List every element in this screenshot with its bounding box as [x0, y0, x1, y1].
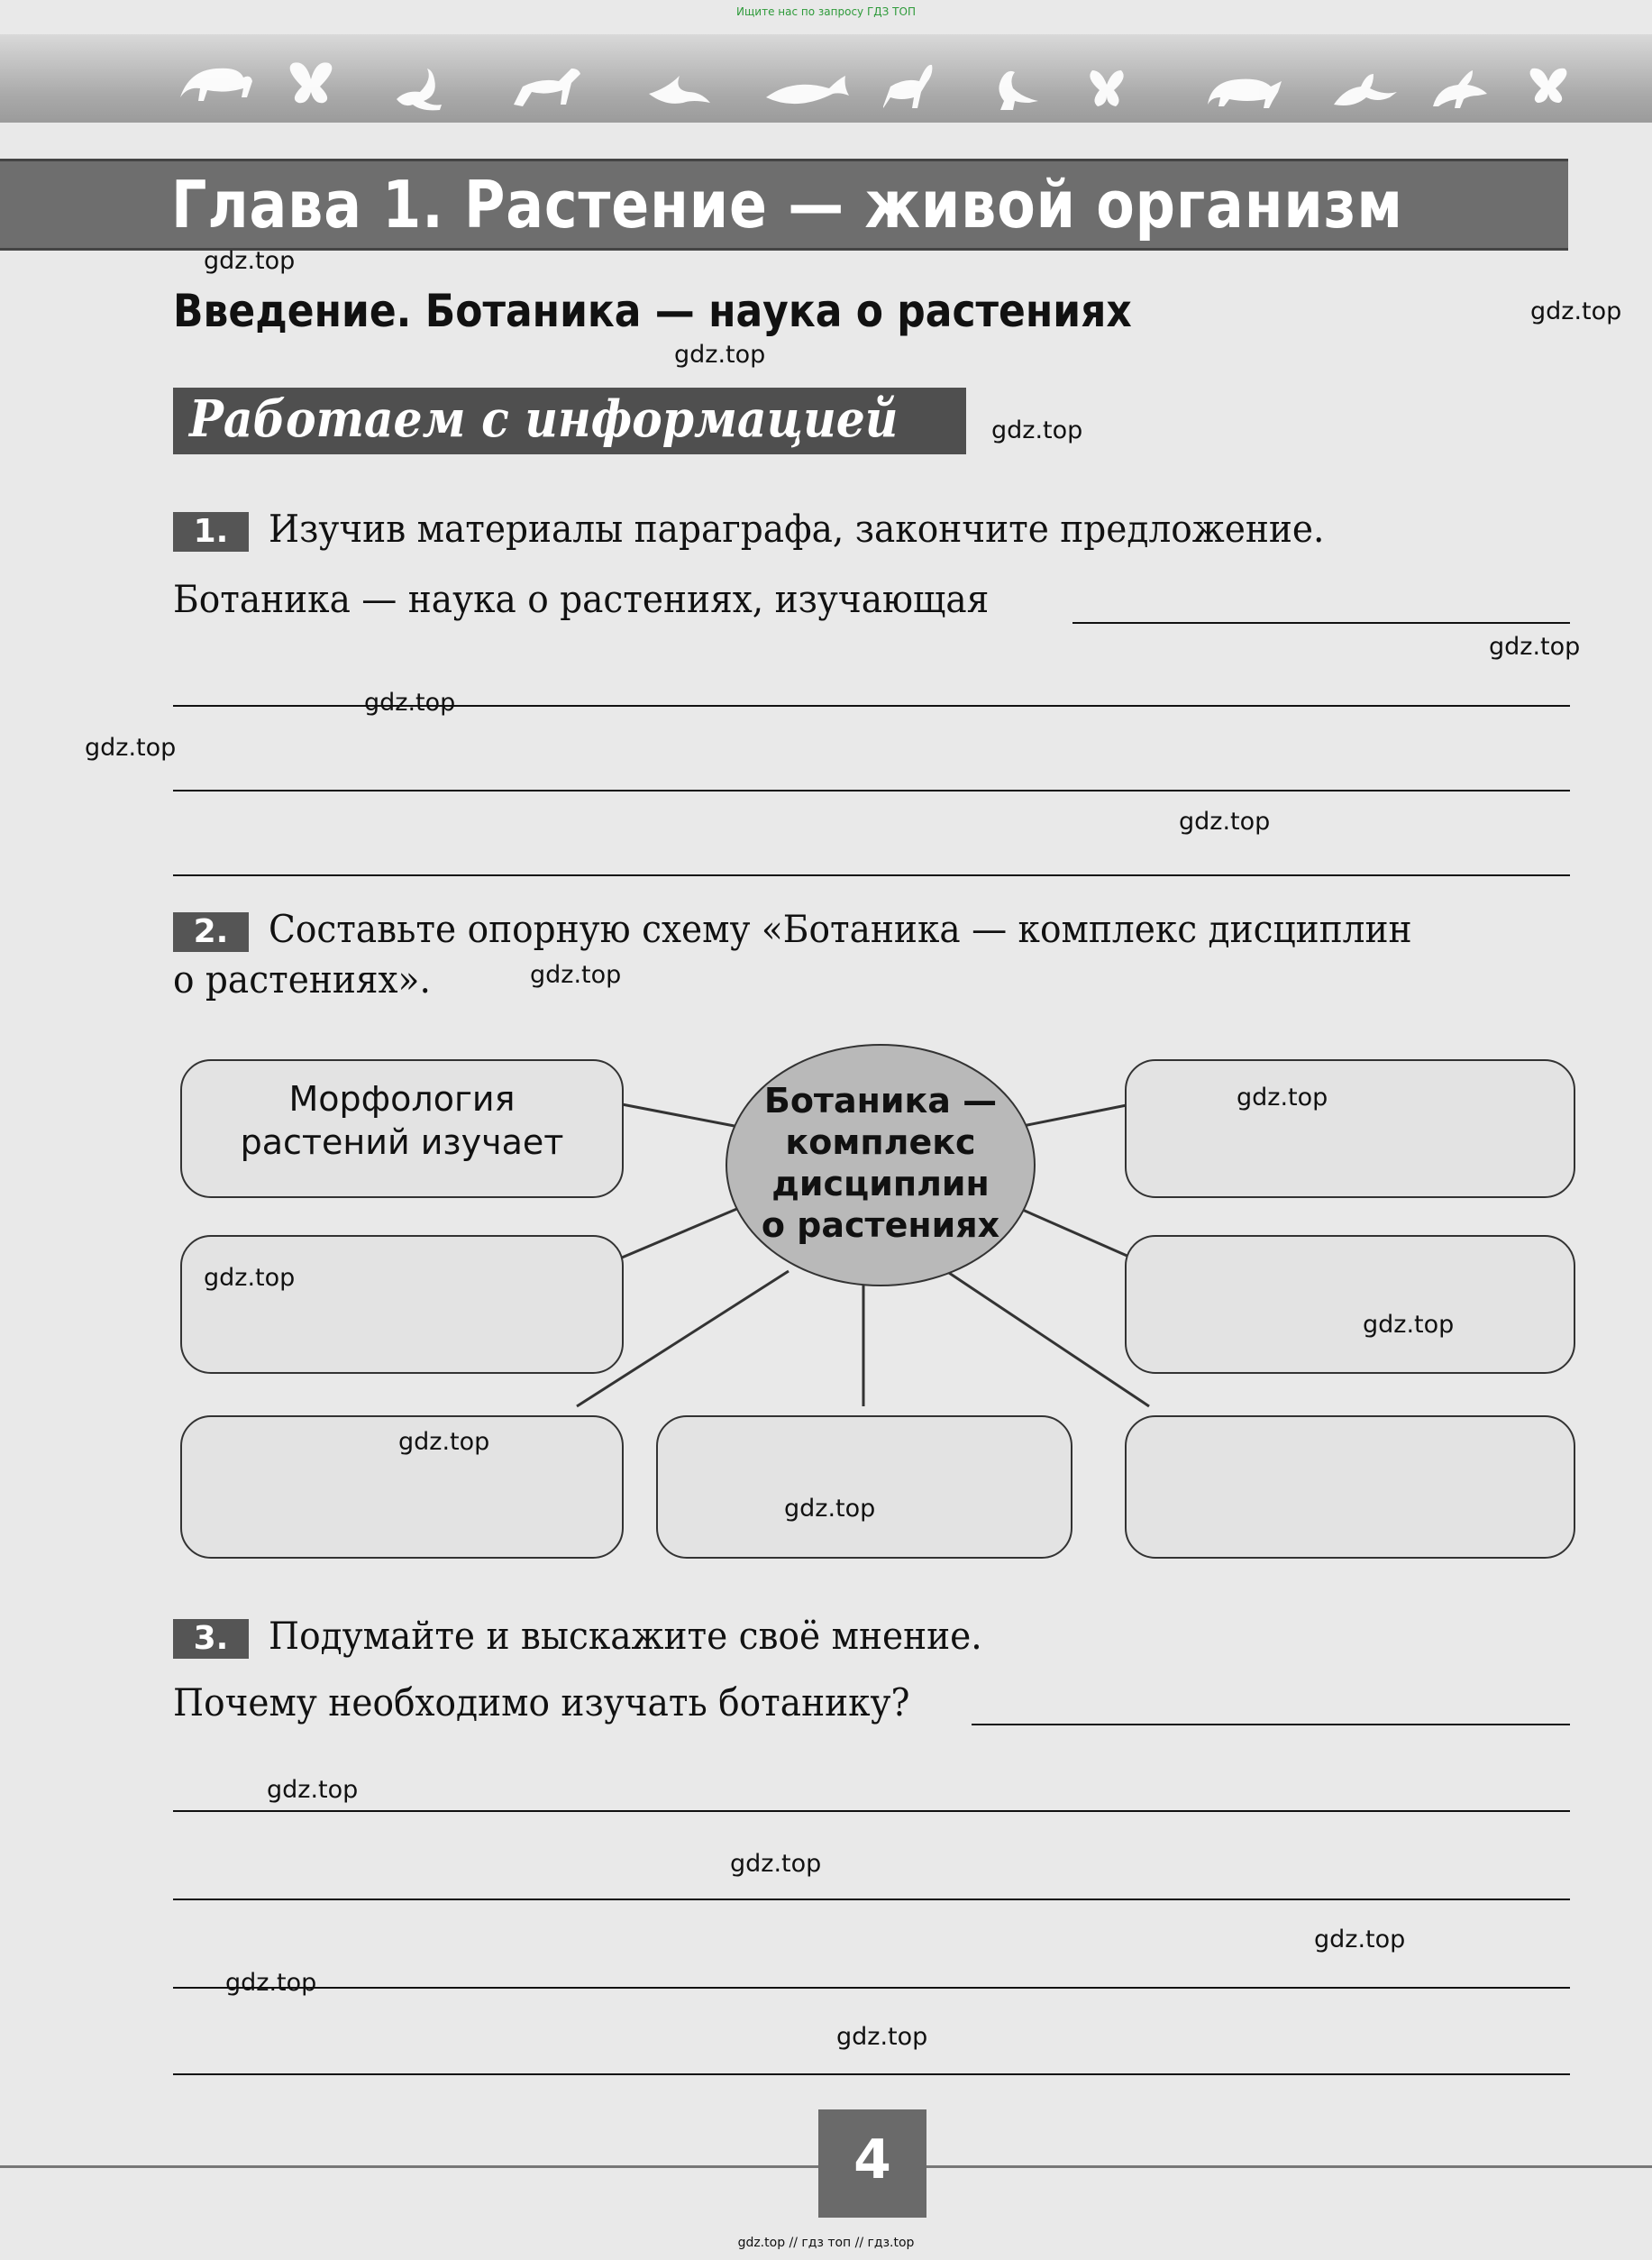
section-banner-label: Работаем с информацией — [189, 389, 899, 449]
chapter-title: Глава 1. Растение — живой организм — [171, 167, 1403, 242]
task-1-text: Изучив материалы параграфа, закончите предложение. — [269, 507, 1325, 551]
task-3-answer-line-2[interactable] — [173, 1810, 1570, 1812]
diagram-box-empty-7[interactable] — [1125, 1415, 1575, 1559]
watermark: gdz.top — [1314, 1926, 1406, 1953]
task-3-number: 3. — [173, 1619, 249, 1659]
watermark: gdz.top — [1179, 808, 1271, 836]
page-number: 4 — [818, 2109, 926, 2218]
watermark: gdz.top — [1530, 297, 1622, 325]
watermark: gdz.top — [398, 1428, 490, 1456]
watermark: gdz.top — [1489, 633, 1581, 661]
diagram-box-empty-2[interactable] — [180, 1235, 624, 1374]
header-note: Ищите нас по запросу ГДЗ ТОП — [736, 5, 916, 18]
task-3-answer-line-3[interactable] — [173, 1899, 1570, 1900]
task-1-number: 1. — [173, 512, 249, 552]
watermark: gdz.top — [85, 734, 177, 762]
task-3-prompt: Почему необходимо изучать ботанику? — [173, 1680, 910, 1725]
task-3-answer-line-4[interactable] — [173, 1987, 1570, 1989]
task-2-text-line-2: о растениях». — [173, 957, 431, 1002]
task-2-text-line-1: Составьте опорную схему «Ботаника — комплекс дисциплин — [269, 907, 1412, 951]
intro-heading: Введение. Ботаника — наука о растениях — [173, 285, 1132, 337]
watermark: gdz.top — [267, 1776, 359, 1804]
diagram-center-oval — [726, 1044, 1036, 1286]
watermark: gdz.top — [991, 416, 1083, 444]
watermark: gdz.top — [730, 1850, 822, 1878]
diagram-center-line-4: о растениях — [761, 1205, 1000, 1245]
watermark: gdz.top — [836, 2023, 928, 2051]
footer-text: gdz.top // гдз топ // гдз.top — [737, 2236, 915, 2250]
diagram-box-empty-5[interactable] — [1125, 1059, 1575, 1198]
diagram-box-1-line-2: растений изучает — [240, 1122, 564, 1162]
diagram-center-line-3: дисциплин — [771, 1164, 990, 1203]
watermark: gdz.top — [204, 1264, 296, 1292]
watermark: gdz.top — [225, 1969, 317, 1997]
diagram-box-empty-4[interactable] — [656, 1415, 1072, 1559]
diagram-center-line-1: Ботаника — — [763, 1081, 998, 1121]
task-3-answer-line-5[interactable] — [173, 2073, 1570, 2075]
watermark: gdz.top — [204, 247, 296, 275]
watermark: gdz.top — [674, 341, 766, 369]
diagram-center-line-2: комплекс — [785, 1122, 976, 1162]
task-1-prompt: Ботаника — наука о растениях, изучающая — [173, 577, 990, 621]
diagram-box-1-line-1: Морфология — [288, 1079, 516, 1119]
watermark: gdz.top — [1237, 1084, 1328, 1112]
watermark: gdz.top — [364, 689, 456, 717]
task-3-answer-line-1[interactable] — [972, 1724, 1570, 1725]
diagram-box-morphology[interactable] — [180, 1059, 624, 1198]
watermark: gdz.top — [530, 961, 622, 989]
watermark: gdz.top — [784, 1495, 876, 1523]
watermark: gdz.top — [1363, 1311, 1455, 1339]
task-2-number: 2. — [173, 912, 249, 952]
task-3-text: Подумайте и выскажите своё мнение. — [269, 1614, 982, 1658]
diagram-box-empty-6[interactable] — [1125, 1235, 1575, 1374]
